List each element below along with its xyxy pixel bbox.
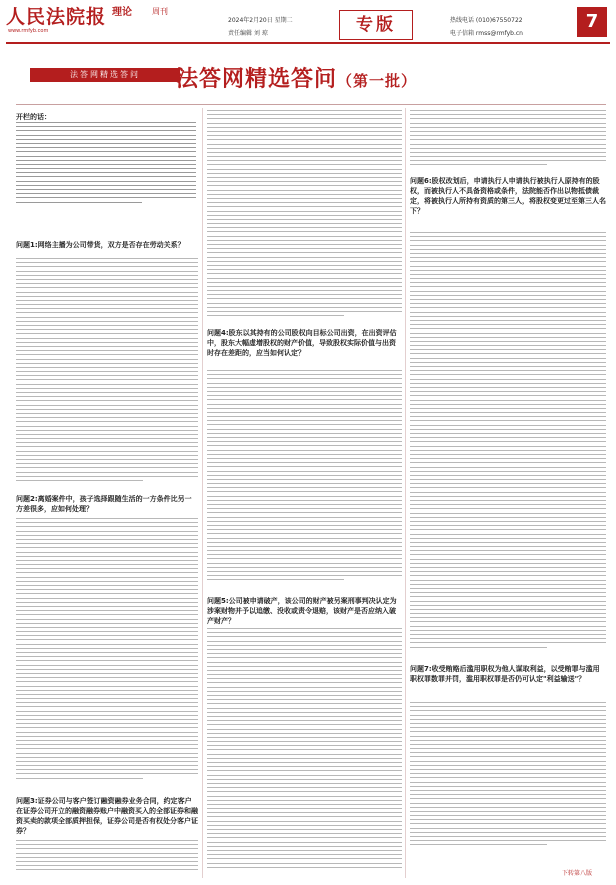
column-divider-1 (202, 108, 203, 878)
question-title: 问题6:股权改划后，申请执行人申请执行被执行人原持有的股权，而被执行人不具备资格或条件，法院能否作出以物抵债裁定，将被执行人所持有资质的第三人，将股权变更过至第三人名下？ (410, 177, 606, 215)
page-number: 7 (577, 7, 607, 37)
question-title: 问题1:网络主播为公司带货，双方是否存在劳动关系？ (16, 241, 185, 249)
answer-text (207, 110, 402, 322)
contact-phone: 热线电话 (010)67550722 (450, 17, 523, 24)
page-title-sub: （第一批） (337, 72, 418, 90)
question-title: 问题2:离婚案件中，孩子选择跟随生活的一方条件比另一方差很多，应如何处理？ (16, 495, 192, 513)
column-divider-2 (405, 108, 406, 878)
title-divider (16, 104, 606, 105)
issue-editor: 责任编辑 刘 琼 (228, 30, 268, 37)
answer-text (16, 258, 198, 488)
question-title: 问题5:公司被申请破产，该公司的财产被另案刑事判决认定为涉案财物并予以追缴、没收或责令退赔，该财产是否应纳入破产财产？ (207, 597, 397, 625)
answer-text (16, 840, 198, 878)
masthead-divider (6, 42, 610, 44)
answer-text (207, 370, 402, 590)
answer-text (410, 702, 606, 862)
section-label: 专版 (339, 10, 413, 40)
column-banner: 法答网精选答问 (30, 68, 180, 82)
intro-label: 开栏的话： (16, 113, 51, 121)
answer-text (207, 628, 402, 878)
question-title: 问题7:收受贿赂后滥用职权为他人谋取利益，以受贿罪与滥用职权罪数罪并罚，滥用职权罪是否仍可认定"利益输送"？ (410, 665, 600, 683)
page-title (176, 62, 426, 93)
continued-on-page: 下转第八版 (562, 870, 593, 877)
masthead-logo: 人民法院报 (6, 6, 107, 28)
question-title: 问题3:证券公司与客户签订融资融券业务合同，约定客户在证券公司开立的融资融券账户中融资买入的全部证券和融资买卖的款项全部质押担保，证券公司是否有权处分客户证券？ (16, 797, 198, 835)
intro-text (16, 122, 196, 230)
page-title-main: 法答网精选答问 (176, 66, 338, 92)
answer-text (410, 232, 606, 658)
masthead-section-name: 理论 (112, 7, 132, 18)
masthead-url: www.rmfyb.com (8, 28, 49, 34)
intro-block (16, 112, 196, 122)
question-title: 问题4:股东以其持有的公司股权向目标公司出资，在出资评估中，股东大幅虚增股权的财产价值，导致股权实际价值与出资时存在差距的，应当如何认定？ (207, 329, 397, 357)
masthead-weekly: 周刊 (152, 7, 168, 16)
issue-date: 2024年2月20日 星期二 (228, 17, 293, 24)
answer-text (410, 110, 606, 170)
answer-text (16, 518, 198, 790)
contact-email: 电子信箱 rmss@rmfyb.cn (450, 30, 523, 37)
